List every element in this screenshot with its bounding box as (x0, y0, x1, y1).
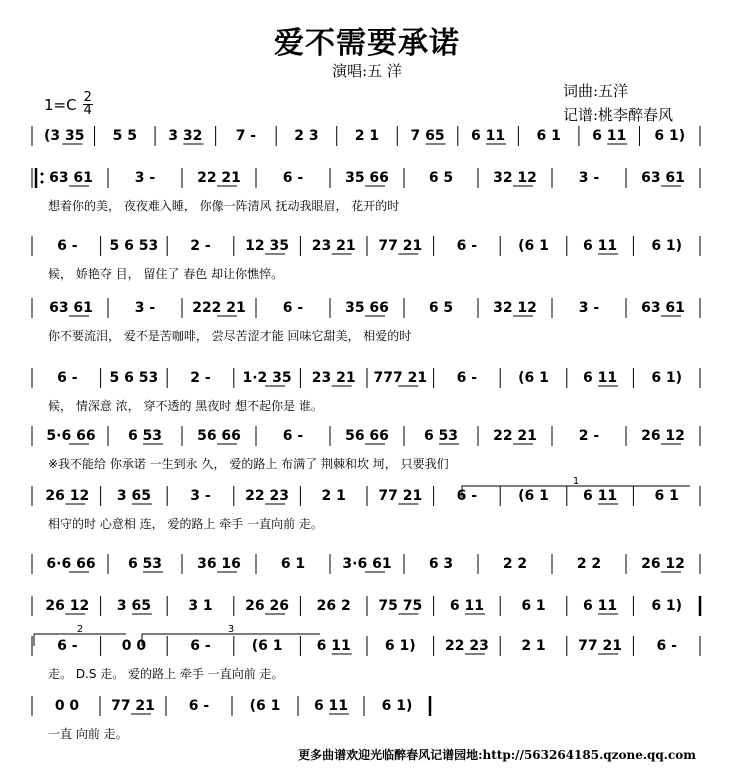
measure-notes: 2 - (190, 370, 211, 386)
measure-notes: 3 1 (188, 598, 213, 614)
measure-notes: 6 1 (521, 598, 546, 614)
measure-notes: (6 1 (518, 238, 549, 254)
measure-notes: 63 61 (641, 300, 685, 316)
measure-notes: 35 66 (345, 170, 389, 186)
measure-notes: 26 12 (45, 598, 90, 614)
measure-notes: 6 11 (471, 128, 506, 144)
measure-notes: 5 6 53 (109, 238, 159, 254)
measure-notes: 26 12 (45, 488, 90, 504)
measure-notes: 6 11 (583, 370, 618, 386)
time-numerator: 2 (83, 90, 92, 105)
measure-notes: 6 - (282, 170, 304, 186)
measure-notes: 35 66 (345, 300, 389, 316)
repeat-dot (41, 173, 44, 176)
measure-notes: 6 - (190, 638, 211, 654)
measure-notes: 32 12 (493, 300, 537, 316)
measure-notes: 6 1 (280, 556, 306, 572)
measure-notes: 777 21 (373, 370, 428, 386)
measure-notes: 32 12 (493, 170, 537, 186)
volta-bracket (34, 634, 126, 646)
measure-notes: 75 75 (378, 598, 423, 614)
measure-notes: 6 11 (583, 488, 618, 504)
measure-notes: 3·6 61 (342, 556, 392, 572)
measure-notes: 6 1) (654, 128, 686, 144)
measure-notes: 63 61 (49, 300, 93, 316)
measure-notes: 7 - (235, 128, 257, 144)
measure-notes: 23 21 (311, 370, 356, 386)
measure-notes: 36 16 (197, 556, 241, 572)
measure-notes: 3 65 (116, 598, 151, 614)
measure-notes: 6 53 (127, 556, 163, 572)
measure-notes: 6 - (57, 638, 78, 654)
measure-notes: 2 1 (521, 638, 546, 654)
volta-label: 2 (76, 624, 84, 635)
key-signature (44, 92, 93, 117)
measure-notes: 2 3 (294, 128, 319, 144)
lyric-line: ※我不能给 你承诺 一生到永 久， 爱的路上 布满了 荆棘和坎 坷， 只要我们 (48, 457, 449, 471)
song-title: 爱不需要承诺 (274, 26, 460, 61)
measure-notes: 2 2 (576, 556, 602, 572)
lyric-line: 一直 向前 走。 (48, 727, 128, 741)
measure-notes: 26 12 (641, 556, 685, 572)
measure-notes: 1·2 35 (242, 370, 292, 386)
measure-notes: 26 12 (641, 428, 685, 444)
measure-notes: 6 11 (316, 638, 351, 654)
measure-notes: 77 21 (578, 638, 623, 654)
measure-notes: 6 53 (127, 428, 163, 444)
measure-notes: 6 1) (651, 598, 683, 614)
measure-notes: 6 1) (651, 238, 683, 254)
measure-notes: 6 1) (651, 370, 683, 386)
measure-notes: 77 21 (111, 698, 155, 714)
measure-notes: 2 2 (502, 556, 528, 572)
measure-notes: 3 - (134, 170, 156, 186)
measure-notes: 6·6 66 (46, 556, 96, 572)
measure-notes: 6 1) (384, 638, 416, 654)
measure-notes: 22 21 (197, 170, 241, 186)
measure-notes: 3 - (578, 300, 600, 316)
measure-notes: 3 32 (168, 128, 203, 144)
measure-notes: 6 1 (654, 488, 679, 504)
measure-notes: 2 1 (321, 488, 346, 504)
measure-notes: 3 - (134, 300, 156, 316)
measure-notes: 6 11 (313, 698, 349, 714)
measure-notes: (6 1 (249, 698, 281, 714)
measure-notes: (6 1 (518, 488, 549, 504)
time-signature (83, 92, 93, 117)
measure-notes: 6 5 (428, 300, 454, 316)
measure-notes: 3 - (578, 170, 600, 186)
measure-notes: 77 21 (378, 488, 423, 504)
measure-notes: 2 - (190, 238, 211, 254)
key-text: 1=C (44, 95, 77, 114)
measure-notes: 6 - (282, 428, 304, 444)
measure-notes: 22 21 (493, 428, 537, 444)
measure-notes: 22 23 (444, 638, 489, 654)
volta-bracket (462, 486, 690, 498)
measure-notes: 6 1) (381, 698, 413, 714)
measure-notes: 26 26 (245, 598, 290, 614)
measure-notes: 6 - (188, 698, 210, 714)
measure-notes: 6 - (456, 238, 478, 254)
measure-notes: 0 0 (54, 698, 80, 714)
measure-notes: (6 1 (251, 638, 283, 654)
measure-notes: 3 - (190, 488, 211, 504)
measure-notes: 12 35 (245, 238, 290, 254)
lyric-line: 候， 娇艳夺 目， 留住了 春色 却让你憔悴。 (48, 267, 284, 281)
measure-notes: (6 1 (518, 370, 549, 386)
measure-notes: 6 5 (428, 170, 454, 186)
lyric-line: 你不要流泪， 爱不是苦咖啡， 尝尽苦涩才能 回味它甜美， 相爱的时 (48, 329, 412, 343)
measure-notes: 77 21 (378, 238, 423, 254)
time-denominator: 4 (83, 103, 92, 118)
measure-notes: 5 6 53 (109, 370, 159, 386)
measure-notes: 6 11 (449, 598, 484, 614)
measure-notes: 63 61 (49, 170, 93, 186)
transcriber-credit: 记谱:桃李醉春风 (563, 106, 674, 124)
footer-note: 更多曲谱欢迎光临醉春风记谱园地:http://563264185.qzone.qq.com (298, 748, 696, 762)
measure-notes: 2 1 (354, 128, 380, 144)
measure-notes: 0 0 (121, 638, 147, 654)
volta-label: 3 (227, 624, 235, 635)
measure-notes: 6 11 (592, 128, 627, 144)
lyric-line: 候， 情深意 浓， 穿不透的 黑夜时 想不起你是 谁。 (48, 399, 323, 413)
measure-notes: 5·6 66 (46, 428, 96, 444)
repeat-dot (41, 181, 44, 184)
measure-notes: 6 11 (583, 238, 618, 254)
measure-notes: (3 35 (44, 128, 85, 144)
singer-credit: 演唱:五 洋 (332, 62, 402, 80)
lyricist-credit: 词曲:五洋 (563, 82, 629, 100)
measure-notes: 2 - (578, 428, 600, 444)
lyric-line: 想着你的美， 夜夜难入睡， 你像一阵清风 抚动我眼眉， 花开的时 (48, 199, 400, 213)
volta-bracket (142, 634, 320, 646)
measure-notes: 6 11 (583, 598, 618, 614)
lyric-line: 走。 D.S 走。 爱的路上 牵手 一直向前 走。 (48, 667, 284, 681)
measure-notes: 56 66 (197, 428, 241, 444)
measure-notes: 6 - (57, 238, 78, 254)
measure-notes: 6 - (282, 300, 304, 316)
volta-label: 1 (572, 476, 580, 487)
measure-notes: 6 53 (423, 428, 459, 444)
measure-notes: 5 5 (112, 128, 137, 144)
measure-notes: 6 1 (536, 128, 561, 144)
measure-notes: 6 - (656, 638, 677, 654)
lyric-line: 相守的时 心意相 连， 爱的路上 牵手 一直向前 走。 (48, 517, 323, 531)
measure-notes: 222 21 (192, 300, 246, 316)
measure-notes: 23 21 (311, 238, 356, 254)
measure-notes: 22 23 (245, 488, 290, 504)
measure-notes: 26 2 (316, 598, 351, 614)
measure-notes: 56 66 (345, 428, 389, 444)
measure-notes: 63 61 (641, 170, 685, 186)
measure-notes: 6 - (57, 370, 78, 386)
measure-notes: 6 3 (428, 556, 454, 572)
measure-notes: 6 - (456, 370, 478, 386)
measure-notes: 3 65 (116, 488, 151, 504)
measure-notes: 6 - (456, 488, 478, 504)
measure-notes: 7 65 (410, 128, 445, 144)
